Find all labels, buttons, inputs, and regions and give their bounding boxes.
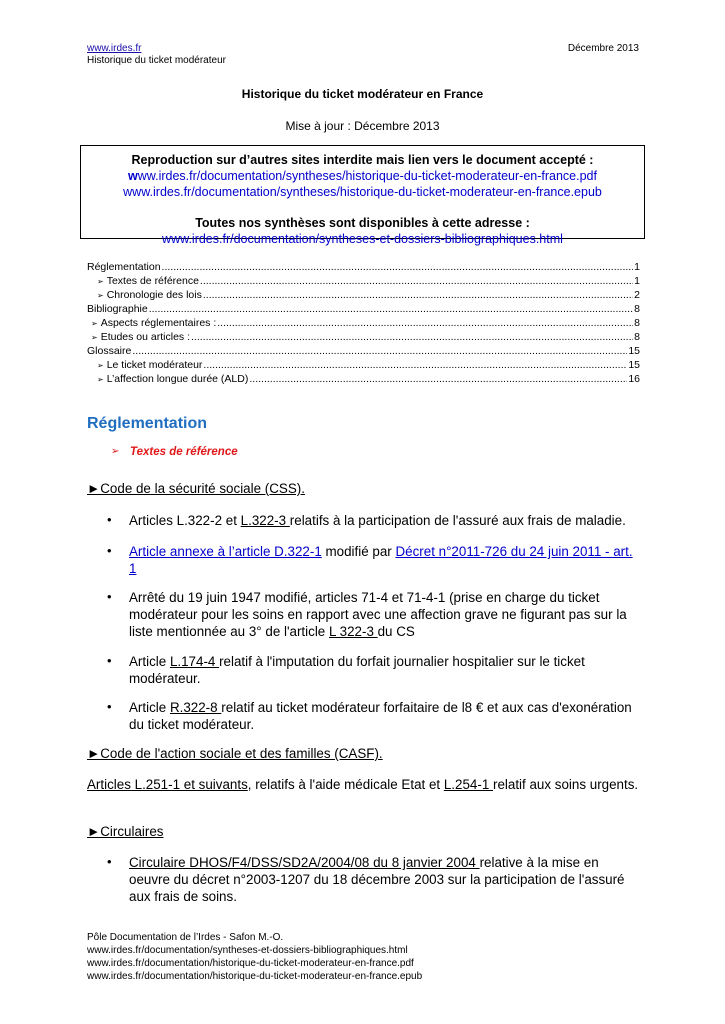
toc-label[interactable]: Bibliographie <box>87 303 148 315</box>
toc-page: 1 <box>634 261 640 273</box>
toc-label[interactable]: Réglementation <box>87 261 161 273</box>
toc-page: 15 <box>628 345 640 357</box>
footer-credit: Pôle Documentation de l’Irdes - Safon M.-O. <box>87 932 284 943</box>
toc-row[interactable] <box>87 330 640 344</box>
bullet-icon: • <box>107 543 112 558</box>
notice-reproduction: Reproduction sur d’autres sites interdite mais lien vers le document accepté : <box>131 153 594 167</box>
notice-pdf-link[interactable] <box>81 168 644 184</box>
arrow-icon: ➢ <box>97 361 104 370</box>
bullet-icon: • <box>107 653 112 668</box>
casf-text: , relatifs à l'aide médicale Etat et <box>247 777 444 792</box>
css-item-3-line3: liste mentionnée au 3° de l'article <box>129 624 329 639</box>
update-date: Mise à jour : Décembre 2013 <box>285 119 440 133</box>
toc-label[interactable]: Etudes ou articles : <box>100 331 190 343</box>
css-item-1 <box>129 512 639 529</box>
header-date: Décembre 2013 <box>567 43 639 54</box>
css-item-1-text: Articles L.322-2 et <box>129 513 241 528</box>
bullet-icon: • <box>107 589 112 604</box>
toc-page: 2 <box>634 289 640 301</box>
toc-row[interactable] <box>87 344 640 358</box>
css-item-1-text-end: relatifs à la participation de l'assuré aux frais de maladie. <box>289 513 626 528</box>
casf-link-l254[interactable]: L.254-1 <box>443 777 493 792</box>
toc-page: 15 <box>628 359 640 371</box>
css-item-5-line2: du ticket modérateur. <box>129 717 255 732</box>
toc-label[interactable]: Textes de référence <box>106 275 199 287</box>
footer-link-epub[interactable]: www.irdes.fr/documentation/historique-du-ticket-moderateur-en-france.epub <box>87 971 423 982</box>
css-item-2-link-decret-cont[interactable]: 1 <box>129 561 137 576</box>
toc-page: 1 <box>634 275 640 287</box>
css-item-2-link-annexe[interactable]: Article annexe à l’article D.322-1 <box>129 544 322 559</box>
circulaire-line2: oeuvre du décret n°2003-1207 du 18 décembre 2003 sur la participation de l'assuré <box>129 872 625 887</box>
toc-row[interactable] <box>87 316 640 330</box>
casf-text-end: relatif aux soins urgents. <box>493 777 639 792</box>
css-item-1-link[interactable]: L.322-3 <box>240 513 290 528</box>
css-item-2-text: modifié par <box>321 544 396 559</box>
toc-label[interactable]: Chronologie des lois <box>106 289 202 301</box>
bullet-icon: • <box>107 699 112 714</box>
notice-all-syntheses: Toutes nos synthèses sont disponibles à cette adresse : <box>195 216 530 230</box>
notice-box <box>80 145 645 246</box>
circulaires-heading[interactable]: ►Circulaires <box>87 824 164 839</box>
notice-epub-link[interactable]: www.irdes.fr/documentation/syntheses/historique-du-ticket-moderateur-en-france.epub <box>123 185 602 199</box>
toc-row[interactable] <box>87 274 640 288</box>
toc-page: 8 <box>634 303 640 315</box>
arrow-icon: ➢ <box>97 277 104 286</box>
arrow-icon: ➢ <box>111 446 120 457</box>
css-item-3-line3-end: du CS <box>377 624 415 639</box>
toc-label[interactable]: L’affection longue durée (ALD) <box>106 373 249 385</box>
casf-heading[interactable]: ►Code de l'action sociale et des familles (CASF). <box>87 746 383 761</box>
toc-label[interactable]: Le ticket modérateur <box>106 359 203 371</box>
css-item-5-text: Article <box>129 700 170 715</box>
css-item-5-link[interactable]: R.322-8 <box>169 700 222 715</box>
toc-row[interactable] <box>87 358 640 372</box>
toc-label[interactable]: Aspects réglementaires : <box>100 317 217 329</box>
css-item-4-link[interactable]: L.174-4 <box>169 654 220 669</box>
css-item-3-line1: Arrêté du 19 juin 1947 modifié, articles 71-4 et 71-4-1 (prise en charge du ticket <box>129 590 600 605</box>
footer-link-syntheses[interactable]: www.irdes.fr/documentation/syntheses-et-dossiers-bibliographiques.html <box>87 945 408 956</box>
table-of-contents <box>87 260 640 386</box>
notice-pdf-link-rest[interactable]: ww.irdes.fr/documentation/syntheses/historique-du-ticket-moderateur-en-france.pdf <box>137 169 597 183</box>
subsection-heading: Textes de référence <box>130 446 238 458</box>
notice-all-link[interactable]: www.irdes.fr/documentation/syntheses-et-dossiers-bibliographiques.html <box>162 232 563 246</box>
circulaire-item <box>129 854 639 905</box>
css-item-5-text-end: relatif au ticket modérateur forfaitaire de l8 € et aux cas d'exonération <box>221 700 632 715</box>
arrow-icon: ➢ <box>91 319 98 328</box>
casf-paragraph <box>87 776 647 793</box>
footer-link-pdf[interactable]: www.irdes.fr/documentation/historique-du-ticket-moderateur-en-france.pdf <box>87 958 414 969</box>
header-site-link[interactable]: www.irdes.fr <box>87 43 142 54</box>
arrow-icon: ➢ <box>97 375 104 384</box>
toc-label[interactable]: Glossaire <box>87 345 132 357</box>
circulaire-line3: aux frais de soins. <box>129 889 237 904</box>
css-item-3-link[interactable]: L 322-3 <box>328 624 378 639</box>
css-heading[interactable]: ►Code de la sécurité sociale (CSS). <box>87 481 305 496</box>
toc-row[interactable] <box>87 260 640 274</box>
toc-row[interactable] <box>87 372 640 386</box>
page-title: Historique du ticket modérateur en France <box>241 87 484 101</box>
notice-pdf-link-first[interactable]: w <box>128 169 138 183</box>
css-item-2 <box>129 543 639 577</box>
css-item-3-line2: modérateur pour les soins en rapport avec une affection grave ne figurant pas sur la <box>129 607 627 622</box>
css-item-4-text-end: relatif à l'imputation du forfait journalier hospitalier sur le ticket <box>219 654 585 669</box>
header-doc-title: Historique du ticket modérateur <box>87 55 226 66</box>
css-item-3 <box>129 589 639 640</box>
bullet-icon: • <box>107 512 112 527</box>
footer <box>87 931 422 983</box>
arrow-icon: ➢ <box>97 291 104 300</box>
css-item-4-line2: modérateur. <box>129 671 201 686</box>
casf-link-l251[interactable]: Articles L.251-1 et suivants <box>87 777 248 792</box>
toc-row[interactable] <box>87 288 640 302</box>
css-item-4-text: Article <box>129 654 170 669</box>
css-item-5 <box>129 699 639 733</box>
bullet-icon: • <box>107 854 112 869</box>
toc-page: 8 <box>634 317 640 329</box>
css-item-2-link-decret[interactable]: Décret n°2011-726 du 24 juin 2011 - art. <box>395 544 633 559</box>
section-heading: Réglementation <box>87 415 208 432</box>
css-item-4 <box>129 653 639 687</box>
circulaire-text: relative à la mise en <box>479 855 599 870</box>
toc-page: 16 <box>628 373 640 385</box>
circulaire-link[interactable]: Circulaire DHOS/F4/DSS/SD2A/2004/08 du 8 janvier 2004 <box>129 855 480 870</box>
toc-row[interactable] <box>87 302 640 316</box>
arrow-icon: ➢ <box>91 333 98 342</box>
toc-page: 8 <box>634 331 640 343</box>
